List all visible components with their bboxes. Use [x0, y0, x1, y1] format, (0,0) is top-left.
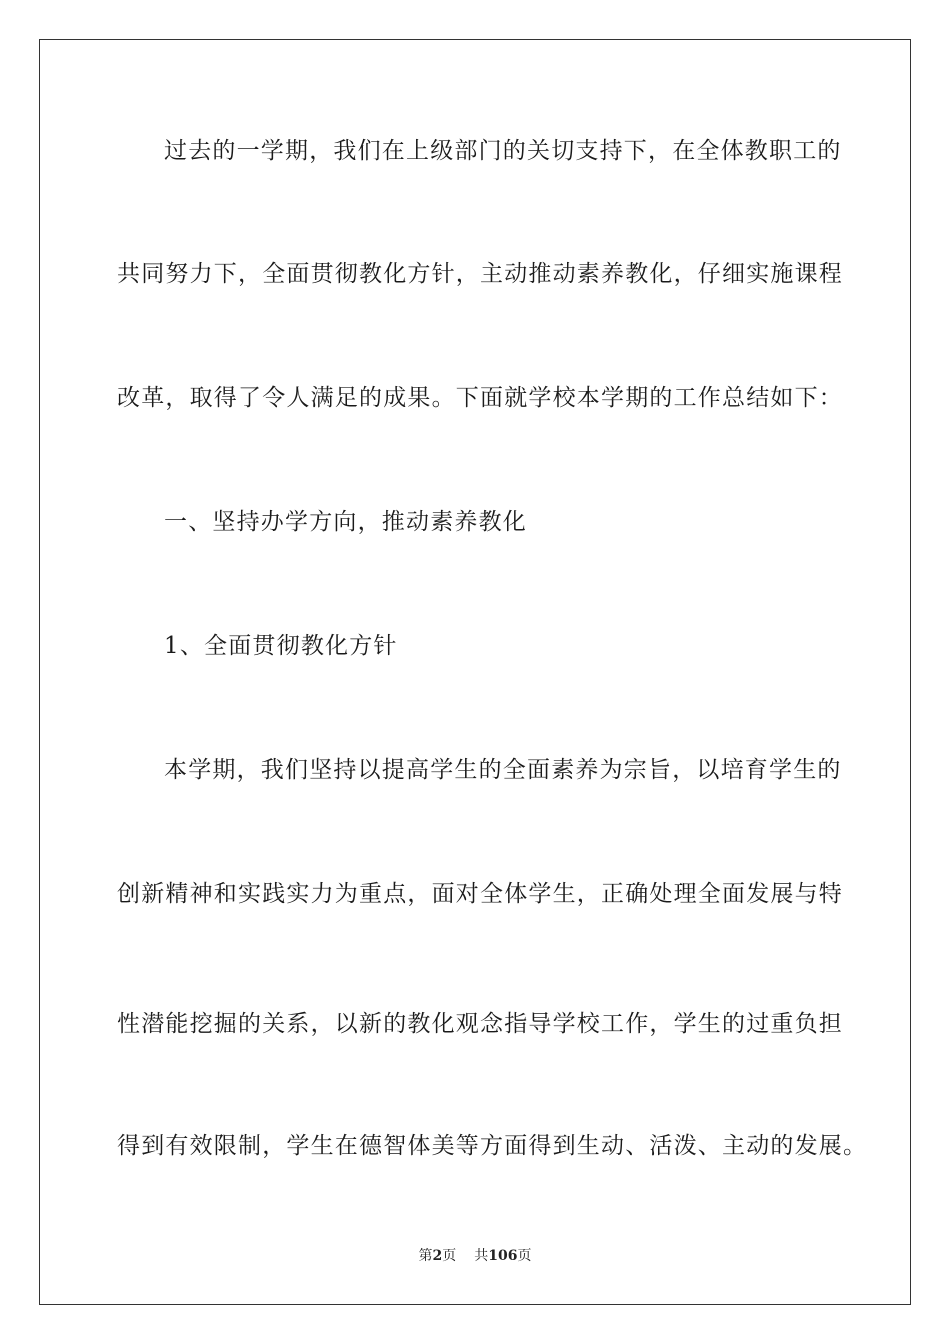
paragraph-line-7: 得到有效限制，学生在德智体美等方面得到生动、活泼、主动的发展。 [117, 1133, 868, 1159]
subsection-heading: 1、全面贯彻教化方针 [164, 633, 398, 659]
paragraph-line-5: 创新精神和实践实力为重点，面对全体学生，正确处理全面发展与特 [117, 881, 843, 907]
footer-page-number: 2 [432, 1248, 443, 1264]
paragraph-line-3: 改革，取得了令人满足的成果。下面就学校本学期的工作总结如下： [117, 385, 843, 411]
page-border [39, 39, 911, 1305]
paragraph-line-1: 过去的一学期，我们在上级部门的关切支持下，在全体教职工的 [164, 138, 842, 164]
footer-total-number: 106 [488, 1248, 518, 1264]
footer-page-suffix: 页 [442, 1248, 457, 1264]
footer-page-prefix: 第 [418, 1248, 433, 1264]
footer-total-suffix: 页 [517, 1248, 532, 1264]
paragraph-line-4: 本学期，我们坚持以提高学生的全面素养为宗旨，以培育学生的 [164, 757, 842, 783]
footer-total-prefix: 共 [474, 1248, 489, 1264]
section-heading: 一、坚持办学方向，推动素养教化 [164, 509, 527, 535]
page-footer [0, 1247, 950, 1265]
paragraph-line-2: 共同努力下，全面贯彻教化方针，主动推动素养教化，仔细实施课程 [117, 261, 843, 287]
paragraph-line-6: 性潜能挖掘的关系，以新的教化观念指导学校工作，学生的过重负担 [117, 1011, 843, 1037]
